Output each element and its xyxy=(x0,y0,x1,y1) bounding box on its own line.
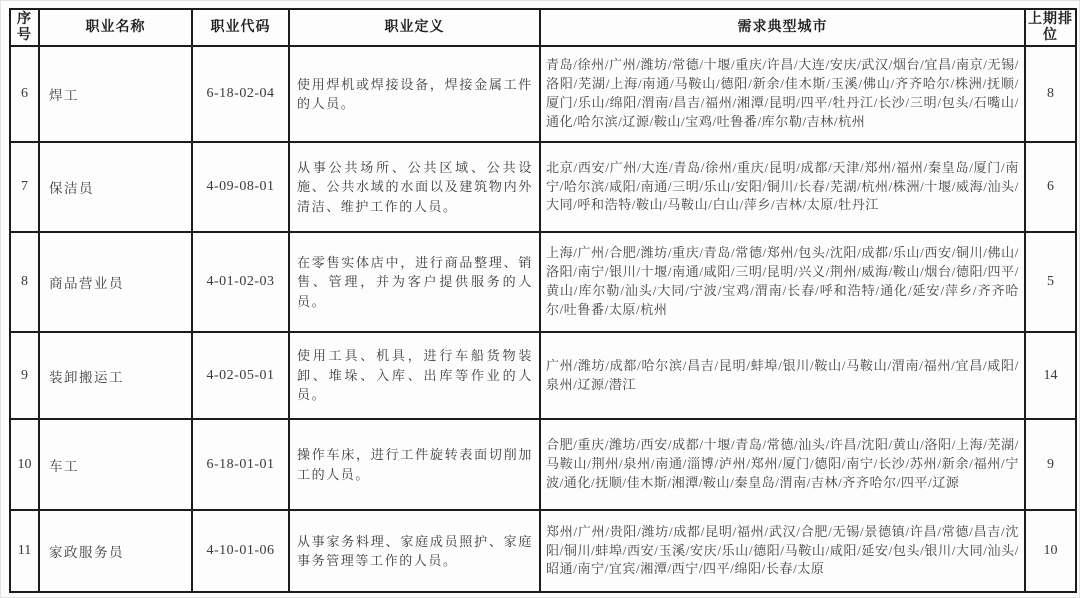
occupation-code: 4-09-08-01 xyxy=(192,142,289,232)
occupation-definition: 从事家务料理、家庭成员照护、家庭事务管理等工作的人员。 xyxy=(289,510,540,592)
demand-cities: 郑州/广州/贵阳/潍坊/成都/昆明/福州/武汉/合肥/无锡/景德镇/许昌/常德/昌吉/沈阳/铜川/蚌埠/西安/玉溪/安庆/乐山/德阳/马鞍山/咸阳/延安/包头/银川/大同/汕头/昭通/南宁/宜宾/湘潭/西宁/四平/绵阳/长春/太原 xyxy=(540,510,1025,592)
table-row xyxy=(10,332,1076,419)
occupation-code: 6-18-02-04 xyxy=(192,46,289,142)
table-row xyxy=(10,142,1076,232)
occupation-code: 4-02-05-01 xyxy=(192,332,289,419)
previous-rank: 14 xyxy=(1025,332,1076,419)
row-num: 10 xyxy=(10,419,39,510)
row-num: 9 xyxy=(10,332,39,419)
table-row xyxy=(10,46,1076,142)
occupation-name: 焊工 xyxy=(39,46,192,142)
table-header-row xyxy=(10,9,1076,46)
row-num: 6 xyxy=(10,46,39,142)
demand-cities: 北京/西安/广州/大连/青岛/徐州/重庆/昆明/成都/天津/郑州/福州/秦皇岛/厦门/南宁/哈尔滨/咸阳/南通/三明/乐山/安阳/铜川/长春/芜湖/杭州/株洲/十堰/威海/汕头/大同/呼和浩特/鞍山/马鞍山/白山/萍乡/吉林/太原/牡丹江 xyxy=(540,142,1025,232)
header-prev-rank: 上期排位 xyxy=(1025,9,1076,46)
row-num: 7 xyxy=(10,142,39,232)
table-row xyxy=(10,232,1076,332)
header-num: 序号 xyxy=(10,9,39,46)
row-num: 8 xyxy=(10,232,39,332)
demand-cities: 合肥/重庆/潍坊/西安/成都/十堰/青岛/常德/汕头/许昌/沈阳/黄山/洛阳/上海/芜湖/马鞍山/荆州/泉州/南通/淄博/泸州/郑州/厦门/德阳/南宁/长沙/苏州/新余/福州/宁波/通化/抚顺/佳木斯/湘潭/鞍山/秦皇岛/渭南/吉林/齐齐哈尔/四平/辽源 xyxy=(540,419,1025,510)
occupation-name: 车工 xyxy=(39,419,192,510)
previous-rank: 10 xyxy=(1025,510,1076,592)
table-row xyxy=(10,419,1076,510)
occupation-definition: 操作车床，进行工件旋转表面切削加工的人员。 xyxy=(289,419,540,510)
previous-rank: 9 xyxy=(1025,419,1076,510)
occupation-definition: 从事公共场所、公共区域、公共设施、公共水域的水面以及建筑物内外清洁、维护工作的人员。 xyxy=(289,142,540,232)
previous-rank: 5 xyxy=(1025,232,1076,332)
occupation-name: 商品营业员 xyxy=(39,232,192,332)
header-cities: 需求典型城市 xyxy=(540,9,1025,46)
occupation-name: 家政服务员 xyxy=(39,510,192,592)
previous-rank: 8 xyxy=(1025,46,1076,142)
demand-cities: 广州/潍坊/成都/哈尔滨/昌吉/昆明/蚌埠/银川/鞍山/马鞍山/渭南/福州/宜昌/咸阳/泉州/辽源/潜江 xyxy=(540,332,1025,419)
occupation-definition: 使用工具、机具，进行车船货物装卸、堆垛、入库、出库等作业的人员。 xyxy=(289,332,540,419)
demand-cities: 青岛/徐州/广州/潍坊/常德/十堰/重庆/许昌/大连/安庆/武汉/烟台/宜昌/南京/无锡/洛阳/芜湖/上海/南通/马鞍山/德阳/新余/佳木斯/玉溪/佛山/齐齐哈尔/株洲/抚顺/厦门/乐山/绵阳/渭南/昌吉/福州/湘潭/昆明/四平/牡丹江/长沙/三明/包头/石嘴山/通化/哈尔滨/辽源/鞍山/宝鸡/吐鲁番/库尔勒/吉林/杭州 xyxy=(540,46,1025,142)
header-name: 职业名称 xyxy=(39,9,192,46)
table-row xyxy=(10,510,1076,592)
occupation-name: 装卸搬运工 xyxy=(39,332,192,419)
row-num: 11 xyxy=(10,510,39,592)
header-definition: 职业定义 xyxy=(289,9,540,46)
occupation-code: 4-10-01-06 xyxy=(192,510,289,592)
occupation-code: 4-01-02-03 xyxy=(192,232,289,332)
demand-cities: 上海/广州/合肥/潍坊/重庆/青岛/常德/郑州/包头/沈阳/成都/乐山/西安/铜川/佛山/洛阳/南宁/银川/十堰/南通/咸阳/三明/昆明/兴义/荆州/威海/鞍山/烟台/德阳/四平/黄山/库尔勒/汕头/大同/宁波/宝鸡/渭南/长春/呼和浩特/通化/延安/萍乡/齐齐哈尔/吐鲁番/太原/杭州 xyxy=(540,232,1025,332)
occupation-code: 6-18-01-01 xyxy=(192,419,289,510)
occupation-definition: 使用焊机或焊接设备，焊接金属工件的人员。 xyxy=(289,46,540,142)
previous-rank: 6 xyxy=(1025,142,1076,232)
occupation-name: 保洁员 xyxy=(39,142,192,232)
header-code: 职业代码 xyxy=(192,9,289,46)
occupation-definition: 在零售实体店中，进行商品整理、销售、管理，并为客户提供服务的人员。 xyxy=(289,232,540,332)
occupation-table xyxy=(9,8,1077,593)
